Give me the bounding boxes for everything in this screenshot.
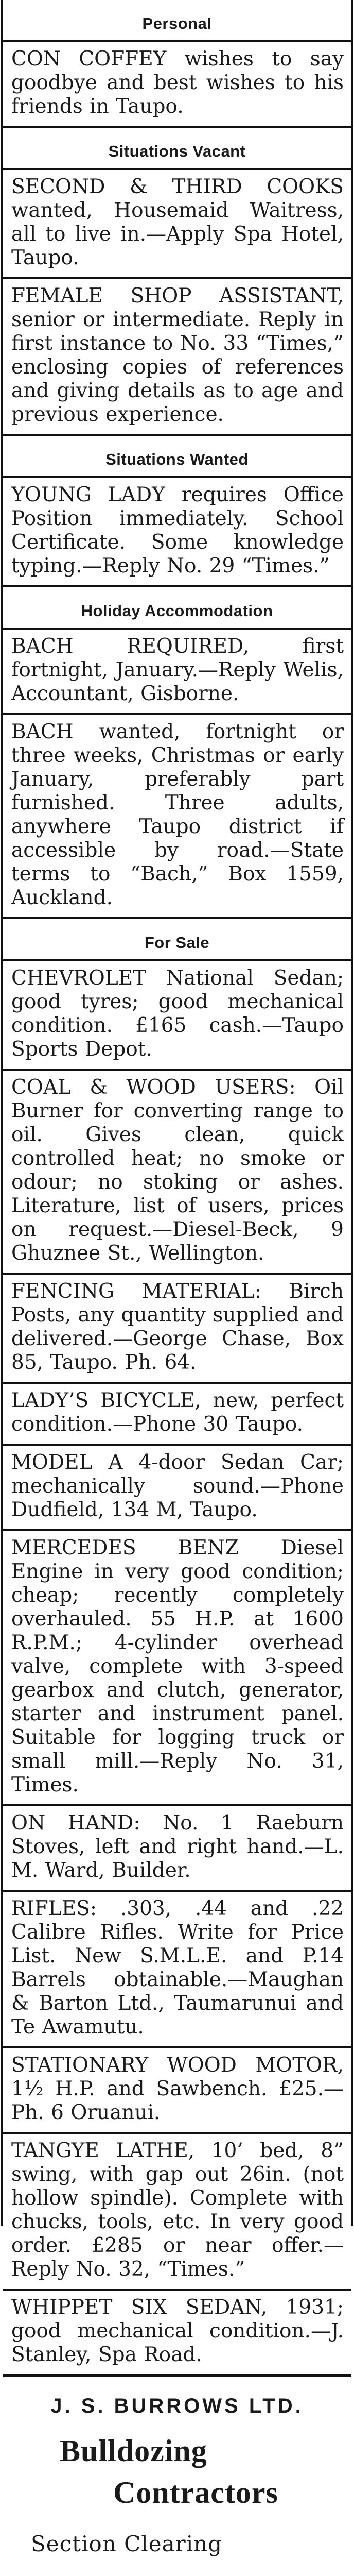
ad-whippet-six: WHIPPET SIX SEDAN, 1931; good mechanical condition.—J. Stanley, Spa Road. — [3, 2291, 351, 2377]
display-ad-burrows — [3, 2377, 351, 2576]
display-ad-headline-contractors: Contractors — [113, 2476, 278, 2510]
ad-chevrolet: CHEVROLET National Sedan; good tyres; good mechanical condition. £165 cash.—Taupo Sports Depot. — [3, 961, 351, 1071]
ad-young-lady: YOUNG LADY requires Office Position immediately. School Certificate. Some knowledge typing.—Reply No. 29 “Times.” — [3, 478, 351, 587]
display-ad-company: J. S. BURROWS LTD. — [50, 2395, 304, 2417]
section-heading-for-sale: For Sale — [3, 919, 351, 961]
ad-bach-required: BACH REQUIRED, first fortnight, January.—Reply Welis, Accountant, Gisborne. — [3, 630, 351, 715]
section-heading-personal: Personal — [3, 0, 351, 42]
ad-bach-wanted: BACH wanted, fortnight or three weeks, Christmas or early January, preferably part furnished. Three adults, anywhere Taupo district if accessible by road.—State terms to “Bach,” Box 1559, Auckland. — [3, 715, 351, 919]
ad-ladys-bicycle: LADY’S BICYCLE, new, perfect condition.—Phone 30 Taupo. — [3, 1384, 351, 1446]
column-rule-right — [351, 0, 353, 2226]
ad-coal-wood-users: COAL & WOOD USERS: Oil Burner for converting range to oil. Gives clean, quick controlled heat; no smoke or odour; no stoking or ashes. Literature, list of users, prices on request.—Diesel-Beck, 9 Ghuznee St., Wellington. — [3, 1071, 351, 1275]
column-rule-left — [1, 0, 3, 2226]
ad-on-hand: ON HAND: No. 1 Raeburn Stoves, left and right hand.—L. M. Ward, Builder. — [3, 1806, 351, 1892]
ad-fencing-material: FENCING MATERIAL: Birch Posts, any quantity supplied and delivered.—George Chase, Box 85, Taupo. Ph. 64. — [3, 1275, 351, 1384]
section-heading-situations-vacant: Situations Vacant — [3, 128, 351, 170]
display-ad-headline-bulldozing: Bulldozing — [60, 2434, 207, 2468]
display-ad-service-section-clearing: Section Clearing — [31, 2531, 223, 2556]
ad-tangye-lathe: TANGYE LATHE, 10’ bed, 8” swing, with gap out 26in. (not hollow spindle). Complete with chucks, tools, etc. In very good order. £285 or near offer.—Reply No. 32, “Times.” — [3, 2134, 351, 2291]
ad-con-coffey: CON COFFEY wishes to say goodbye and best wishes to his friends in Taupo. — [3, 42, 351, 128]
section-heading-situations-wanted: Situations Wanted — [3, 436, 351, 478]
ad-stationary-wood-motor: STATIONARY WOOD MOTOR, 1½ H.P. and Sawbench. £25.—Ph. 6 Oruanui. — [3, 2048, 351, 2134]
section-heading-holiday-accommodation: Holiday Accommodation — [3, 587, 351, 630]
ad-model-a: MODEL A 4-door Sedan Car; mechanically sound.—Phone Dudfield, 134 M, Taupo. — [3, 1446, 351, 1531]
ad-female-shop-assistant: FEMALE SHOP ASSISTANT, senior or intermediate. Reply in first instance to No. 33 “Times,” enclosing copies of references and giving details as to age and previous experience. — [3, 279, 351, 436]
ad-mercedes-benz: MERCEDES BENZ Diesel Engine in very good condition; cheap; recently completely overhauled. 55 H.P. at 1600 R.P.M.; 4-cylinder overhead valve, complete with 3-speed gearbox and clutch, generator, starter and instrument panel. Suitable for logging truck or small mill.—Reply No. 31, Times. — [3, 1531, 351, 1806]
ad-rifles: RIFLES: .303, .44 and .22 Calibre Rifles. Write for Price List. New S.M.L.E. and P.14 Barrels obtainable.—Maughan & Barton Ltd., Taumarunui and Te Awamutu. — [3, 1892, 351, 2048]
ad-cooks-wanted: SECOND & THIRD COOKS wanted, Housemaid Waitress, all to live in.—Apply Spa Hotel, Taupo. — [3, 170, 351, 279]
